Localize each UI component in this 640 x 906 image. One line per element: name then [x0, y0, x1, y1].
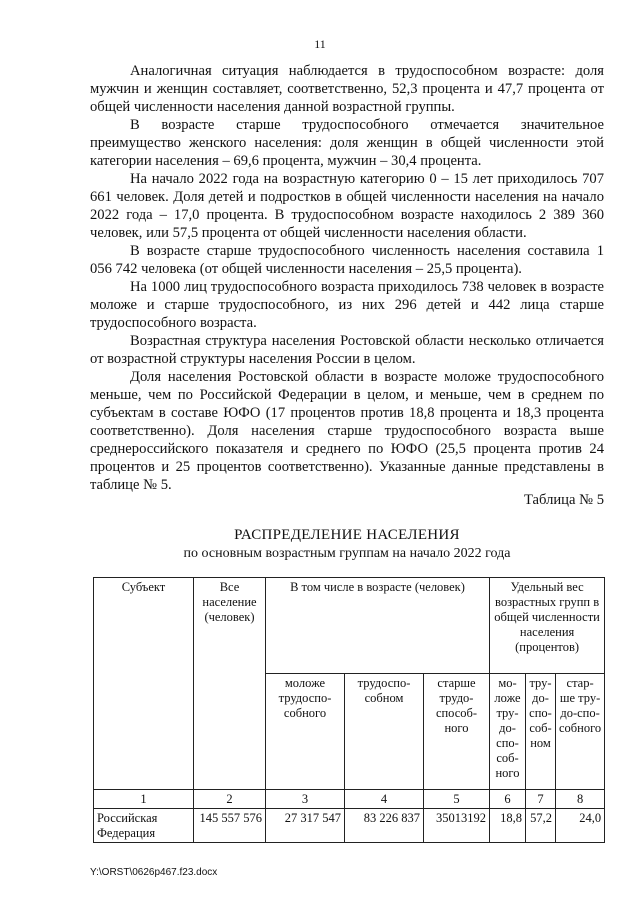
cell-share-younger: 18,8 — [490, 809, 526, 843]
table-label: Таблица № 5 — [524, 492, 604, 508]
paragraph: Возрастная структура населения Ростовской области несколько отличается от возрастной структуры населения России в целом. — [90, 333, 604, 367]
table-title: РАСПРЕДЕЛЕНИЕ НАСЕЛЕНИЯ — [234, 527, 460, 543]
col-number: 7 — [526, 790, 556, 809]
header-share: Удельный вес возрастных групп в общей численности населения (процентов) — [490, 578, 605, 674]
col-number: 1 — [94, 790, 194, 809]
cell-share-working: 57,2 — [526, 809, 556, 843]
col-number: 2 — [194, 790, 266, 809]
paragraph: На 1000 лиц трудоспособного возраста приходилось 738 человек в возрасте моложе и старше трудоспособного, из них 296 детей и 442 лица старше трудоспособного возраста. — [90, 279, 604, 331]
header-share-older: стар-ше тру-до-спо-собного — [556, 674, 605, 790]
cell-share-older: 24,0 — [556, 809, 605, 843]
cell-younger: 27 317 547 — [266, 809, 345, 843]
col-number: 3 — [266, 790, 345, 809]
body-text — [90, 62, 604, 494]
header-share-younger: мо-ложе тру-до-спо-соб-ного — [490, 674, 526, 790]
col-number: 6 — [490, 790, 526, 809]
paragraph: Аналогичная ситуация наблюдается в трудоспособном возрасте: доля мужчин и женщин составляет, соответственно, 52,3 процента и 47,7 процента от общей численности населения данной возрастной группы. — [90, 63, 604, 115]
cell-total: 145 557 576 — [194, 809, 266, 843]
footer-file-path: Y:\ORST\0626p467.f23.docx — [90, 867, 218, 878]
header-total: Все население (человек) — [194, 578, 266, 790]
header-incl: В том числе в возрасте (человек) — [266, 578, 490, 674]
cell-older: 35013192 — [424, 809, 490, 843]
cell-working: 83 226 837 — [345, 809, 424, 843]
header-working: трудоспо-собном — [345, 674, 424, 790]
paragraph: На начало 2022 года на возрастную категорию 0 – 15 лет приходилось 707 661 человек. Доля детей и подростков в общей численности населения на начало 2022 года – 17,0 процента. В трудоспособном возрасте находилось 2 389 360 человек, или 57,5 процента от общей численности населения области. — [90, 171, 604, 241]
paragraph: Доля населения Ростовской области в возрасте моложе трудоспособного меньше, чем по Российской Федерации в целом, и меньше, чем в среднем по субъектам в составе ЮФО (17 процентов против 18,8 процента и 18,3 процента соответственно). Доля населения старше трудоспособного возраста выше среднероссийского показателя и среднего по ЮФО (25,5 процента против 24 процентов и 25 процентов соответственно). Указанные данные представлены в таблице № 5. — [90, 369, 604, 493]
column-number-row — [94, 790, 605, 809]
page-number: 11 — [314, 37, 326, 51]
col-number: 8 — [556, 790, 605, 809]
cell-subject: Российская Федерация — [94, 809, 194, 843]
table-row — [94, 809, 605, 843]
table-subtitle: по основным возрастным группам на начало 2022 года — [183, 546, 511, 561]
paragraph: В возрасте старше трудоспособного отмечается значительное преимущество женского населения: доля женщин в общей численности этой категории населения – 69,6 процента, мужчин – 30,4 процента. — [90, 117, 604, 169]
col-number: 5 — [424, 790, 490, 809]
table-header-row — [94, 578, 605, 674]
col-number: 4 — [345, 790, 424, 809]
header-younger: моложе трудоспо-собного — [266, 674, 345, 790]
paragraph: В возрасте старше трудоспособного численность населения составила 1 056 742 человека (от общей численности населения – 25,5 процента). — [90, 243, 604, 277]
header-older: старше трудо-способ-ного — [424, 674, 490, 790]
population-table — [93, 577, 605, 843]
header-share-working: тру-до-спо-соб-ном — [526, 674, 556, 790]
header-subject: Субъект — [94, 578, 194, 790]
